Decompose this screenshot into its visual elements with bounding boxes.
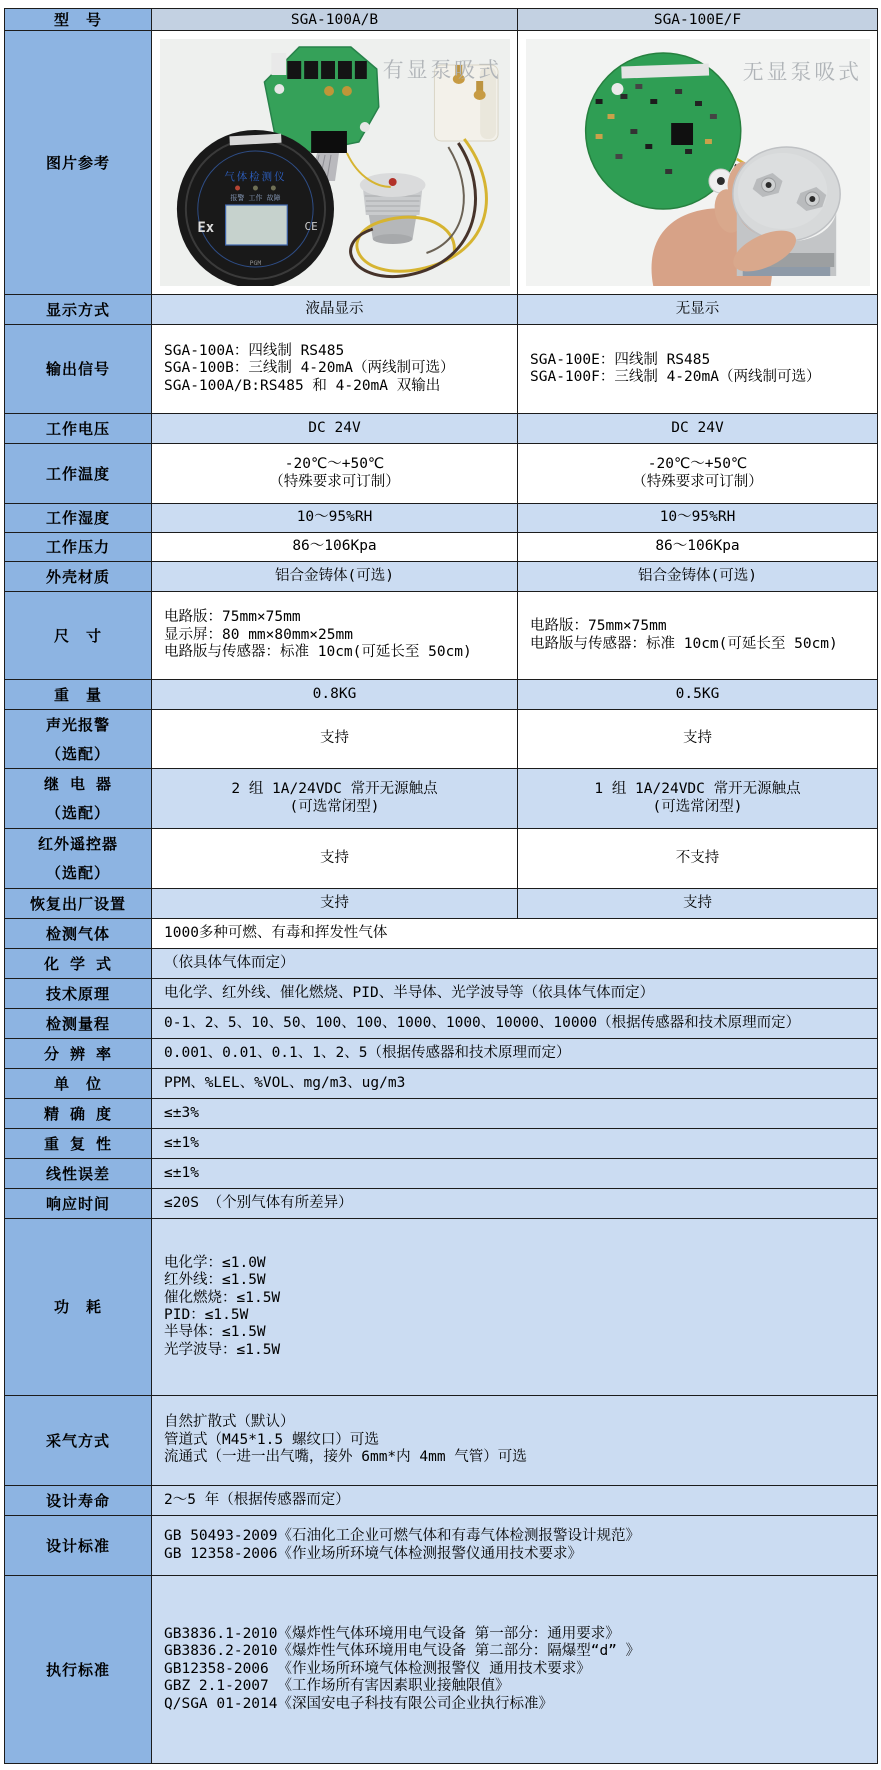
text-line: 86～106Kpa [292,538,377,555]
pcb-board-round [585,53,740,209]
dimensions-value-a [152,592,518,680]
text-line: 支持 [683,894,712,911]
working-pressure-value-a [152,533,518,562]
row-label-housing-material [5,562,152,592]
text-line: 红外遥控器 [37,834,118,853]
text-line: SGA-100A：四线制 RS485 [164,342,345,359]
lcd-screen [225,205,287,245]
spec-row-housing-material [5,562,878,592]
spec-row-linearity-error [5,1159,878,1189]
row-label-working-temperature [5,444,152,504]
text-line: Q/SGA 01-2014《深国安电子科技有限公司企业执行标准》 [164,1695,553,1712]
resolution-value [152,1039,878,1069]
text-line: （特殊要求可订制） [269,473,400,490]
execution-standard-value [152,1576,878,1764]
text-line: 外壳材质 [45,567,110,586]
header-model-a: SGA-100A/B [152,9,518,31]
chemical-formula-value [152,949,878,979]
text-line: 铝合金铸体(可选) [275,567,394,584]
text-line: PID：≤1.5W [164,1307,249,1323]
text-line: 流通式（一进一出气嘴，接外 6mm*内 4mm 气管）可选 [164,1449,527,1466]
ir-remote-value-a [152,829,518,889]
row-label-audible-visual-alarm [5,710,152,769]
text-line: 自然扩散式（默认） [164,1414,295,1431]
text-line: 电路版：75mm×75mm [164,609,301,626]
row-label-response-time [5,1189,152,1219]
spec-row-accuracy [5,1099,878,1129]
spec-row-repeatability [5,1129,878,1159]
weight-value-b [518,680,878,710]
text-line: (可选常闭型) [652,798,743,815]
photo-row [5,31,878,295]
text-line: 不支持 [675,849,720,866]
text-line: 支持 [320,894,349,911]
product-photo-with-display [160,39,510,286]
text-line: 电路版与传感器：标准 10cm(可延长至 50cm) [164,644,472,661]
alarm-led [235,186,240,191]
text-line: DC 24V [308,419,361,436]
row-label-execution-standard [5,1576,152,1764]
text-line: 电路版：75mm×75mm [530,618,667,635]
spec-row-response-time [5,1189,878,1219]
spec-row-factory-reset [5,889,878,919]
brass-screw [324,86,334,96]
power-consumption-value [152,1219,878,1396]
led-labels-text: 报警 工作 故障 [229,193,280,203]
text-line: SGA-100A/B:RS485 和 4-20mA 双输出 [164,377,441,394]
text-line: 采气方式 [45,1431,110,1450]
text-line: 技术原理 [45,984,110,1003]
device-title-text: 气体检测仪 [223,170,287,184]
text-line: 铝合金铸体(可选) [638,567,757,584]
row-label-linearity-error [5,1159,152,1189]
spec-row-relay [5,769,878,829]
spec-row-unit [5,1069,878,1099]
spec-row-technical-principle [5,979,878,1009]
spec-row-power-consumption [5,1219,878,1396]
text-line: 线性误差 [45,1164,110,1183]
spec-row-detected-gases [5,919,878,949]
pgm-text: PGM [249,258,261,268]
text-line: SGA-100E：四线制 RS485 [530,351,711,368]
response-time-value [152,1189,878,1219]
detected-gases-value [152,919,878,949]
photo-cell-left [152,31,518,295]
text-line: GBZ 2.1-2007 《工作场所有害因素职业接触限值》 [164,1678,510,1695]
text-line: （特殊要求可订制） [632,473,763,490]
unit-value [152,1069,878,1099]
row-label-working-humidity [5,504,152,533]
text-line: （依具体气体而定） [164,954,295,971]
text-line: 重 量 [53,685,102,704]
text-line: 0-1、2、5、10、50、100、100、1000、1000、10000、10000（根据传感器和技术原理而定） [164,1014,801,1031]
text-line: 设计标准 [45,1536,110,1555]
working-voltage-value-b [518,414,878,444]
dimensions-value-b [518,592,878,680]
text-line: 0.5KG [675,685,720,702]
spec-table [4,8,878,1764]
text-line: DC 24V [671,419,724,436]
text-line: （选配） [45,864,110,883]
text-line: 分 辨 率 [43,1044,113,1063]
factory-reset-value-b [518,889,878,919]
text-line: ≤±1% [164,1134,199,1151]
text-line: 液晶显示 [305,300,364,317]
white-connector [271,53,286,75]
spec-row-design-life [5,1486,878,1516]
text-line: 重 复 性 [43,1134,113,1153]
text-line: -20℃～+50℃ [284,456,385,473]
text-line: 无显示 [675,300,720,317]
text-line: SGA-100F：三线制 4-20mA（两线制可选） [530,369,821,385]
text-line: 单 位 [53,1074,102,1093]
row-label-photo [5,31,152,295]
text-line: 功 耗 [53,1298,102,1316]
spec-row-weight [5,680,878,710]
sampling-method-value [152,1396,878,1486]
text-line: 精 确 度 [43,1104,113,1123]
row-label-sampling-method [5,1396,152,1486]
row-label-resolution [5,1039,152,1069]
linearity-error-value [152,1159,878,1189]
text-line: 10～95%RH [659,509,736,526]
text-line: 支持 [683,730,712,747]
row-label-design-life [5,1486,152,1516]
text-line: GB3836.2-2010《爆炸性气体环境用电气设备 第二部分：隔爆型“d” 》 [164,1643,641,1660]
brass-screw [341,86,351,96]
photo-cell-right [518,31,878,295]
text-line: 电化学、红外线、催化燃烧、PID、半导体、光学波导等（依具体气体而定） [164,984,655,1001]
header-model-label: 型 号 [5,9,152,31]
spec-row-working-temperature [5,444,878,504]
watermark-right-text: 无显泵吸式 [742,59,862,85]
repeatability-value [152,1129,878,1159]
text-line: 红外线：≤1.5W [164,1272,266,1289]
text-line: 10～95%RH [296,509,373,526]
spec-row-working-pressure [5,533,878,562]
text-line: ≤±1% [164,1164,199,1181]
header-model-b: SGA-100E/F [518,9,878,31]
working-pressure-value-b [518,533,878,562]
working-humidity-value-b [518,504,878,533]
text-line: 显示屏：80 mm×80mm×25mm [164,626,353,643]
spec-row-design-standard [5,1516,878,1576]
display-mode-value-a [152,295,518,325]
row-label-power-consumption [5,1219,152,1396]
spec-row-sampling-method [5,1396,878,1486]
text-line: 工作温度 [45,464,110,483]
technical-principle-value [152,979,878,1009]
row-label-design-standard [5,1516,152,1576]
row-label-detected-gases [5,919,152,949]
text-line: 响应时间 [45,1194,110,1213]
text-line: 执行标准 [45,1660,110,1679]
text-line: (可选常闭型) [289,798,380,815]
row-label-detection-range [5,1009,152,1039]
text-line: GB 50493-2009《石油化工企业可燃气体和有毒气体检测报警设计规范》 [164,1528,640,1545]
row-label-accuracy [5,1099,152,1129]
design-life-value [152,1486,878,1516]
text-line: 显示方式 [45,300,110,319]
row-label-chemical-formula [5,949,152,979]
spec-row-ir-remote [5,829,878,889]
text-line: 输出信号 [45,360,110,378]
text-line: SGA-100B：三线制 4-20mA（两线制可选） [164,360,455,377]
spec-row-working-humidity [5,504,878,533]
text-line: 设计寿命 [45,1491,110,1510]
text-line: 声光报警 [45,715,110,734]
text-line: GB 12358-2006《作业场所环境气体检测报警仪通用技术要求》 [164,1545,582,1562]
display-mode-value-b [518,295,878,325]
row-label-display-mode [5,295,152,325]
audible-visual-alarm-value-b [518,710,878,769]
factory-reset-value-a [152,889,518,919]
row-label-dimensions [5,592,152,680]
text-line: （选配） [45,804,110,823]
accuracy-value [152,1099,878,1129]
text-line: 化 学 式 [43,954,113,973]
text-line: 检测量程 [45,1014,110,1033]
row-label-factory-reset [5,889,152,919]
sensor-red-dot [388,178,396,186]
spec-row-display-mode [5,295,878,325]
text-line: GB12358-2006 《作业场所环境气体检测报警仪 通用技术要求》 [164,1660,591,1677]
watermark-left-text: 有显泵吸式 [382,57,502,83]
relay-value-b [518,769,878,829]
spec-row-execution-standard [5,1576,878,1764]
row-label-weight [5,680,152,710]
fault-led [270,186,275,191]
spec-row-chemical-formula [5,949,878,979]
row-label-relay [5,769,152,829]
working-temperature-value-b [518,444,878,504]
text-line: 恢复出厂设置 [29,894,126,913]
row-label-unit [5,1069,152,1099]
header-row [5,9,878,31]
row-label-repeatability [5,1129,152,1159]
detection-range-value [152,1009,878,1039]
row-label-working-voltage [5,414,152,444]
working-humidity-value-a [152,504,518,533]
text-line: 1 组 1A/24VDC 常开无源触点 [594,781,801,798]
text-line: 检测气体 [45,924,110,943]
lcd-detector-unit [176,130,333,286]
weight-value-a [152,680,518,710]
text-line: 电化学：≤1.0W [164,1254,266,1271]
audible-visual-alarm-value-a [152,710,518,769]
text-line: 支持 [320,849,349,866]
text-line: 尺 寸 [53,626,102,645]
text-line: 电路版与传感器：标准 10cm(可延长至 50cm) [530,635,838,652]
text-line: 工作压力 [45,538,110,556]
text-line: 工作湿度 [45,509,110,527]
ir-remote-value-b [518,829,878,889]
spec-row-detection-range [5,1009,878,1039]
housing-material-value-b [518,562,878,592]
row-label-technical-principle [5,979,152,1009]
text-line: 86～106Kpa [655,538,740,555]
text-line: 2～5 年（根据传感器而定） [164,1491,350,1508]
working-temperature-value-a [152,444,518,504]
text-line: PPM、%LEL、%VOL、mg/m3、ug/m3 [164,1074,406,1091]
product-photo-no-display [526,39,870,286]
row-label-working-pressure [5,533,152,562]
text-line: -20℃～+50℃ [647,456,748,473]
text-line: 2 组 1A/24VDC 常开无源触点 [231,781,438,798]
text-line: 催化燃烧：≤1.5W [164,1289,281,1306]
text-line: 工作电压 [45,419,110,438]
housing-material-value-a [152,562,518,592]
relay-value-a [152,769,518,829]
text-line: 0.001、0.01、0.1、1、2、5（根据传感器和技术原理而定） [164,1044,571,1061]
text-line: 支持 [320,730,349,747]
work-led [252,186,257,191]
spec-row-dimensions [5,592,878,680]
text-line: ≤20S （个别气体有所差异） [164,1194,353,1211]
text-line: （选配） [45,744,110,763]
text-line: 管道式（M45*1.5 螺纹口）可选 [164,1431,379,1448]
output-signal-value-b [518,325,878,414]
row-label-output-signal [5,325,152,414]
photo-row-label: 图片参考 [45,153,110,172]
text-line: 0.8KG [312,685,357,702]
working-voltage-value-a [152,414,518,444]
ribbon-connector [311,131,347,153]
design-standard-value [152,1516,878,1576]
row-label-ir-remote [5,829,152,889]
output-signal-value-a [152,325,518,414]
text-line: GB3836.1-2010《爆炸性气体环境用电气设备 第一部分：通用要求》 [164,1626,620,1643]
text-line: ≤±3% [164,1104,199,1121]
spec-row-audible-visual-alarm [5,710,878,769]
ex-mark-text: Ex [196,219,214,237]
text-line: 光学波导：≤1.5W [164,1341,281,1358]
text-line: 半导体：≤1.5W [164,1324,266,1341]
ce-mark-text: CE [304,219,318,234]
text-line: 1000多种可燃、有毒和挥发性气体 [164,924,388,941]
spec-row-output-signal [5,325,878,414]
spec-row-working-voltage [5,414,878,444]
text-line: 继 电 器 [43,774,113,793]
main-ic-chip [671,123,693,145]
spec-row-resolution [5,1039,878,1069]
